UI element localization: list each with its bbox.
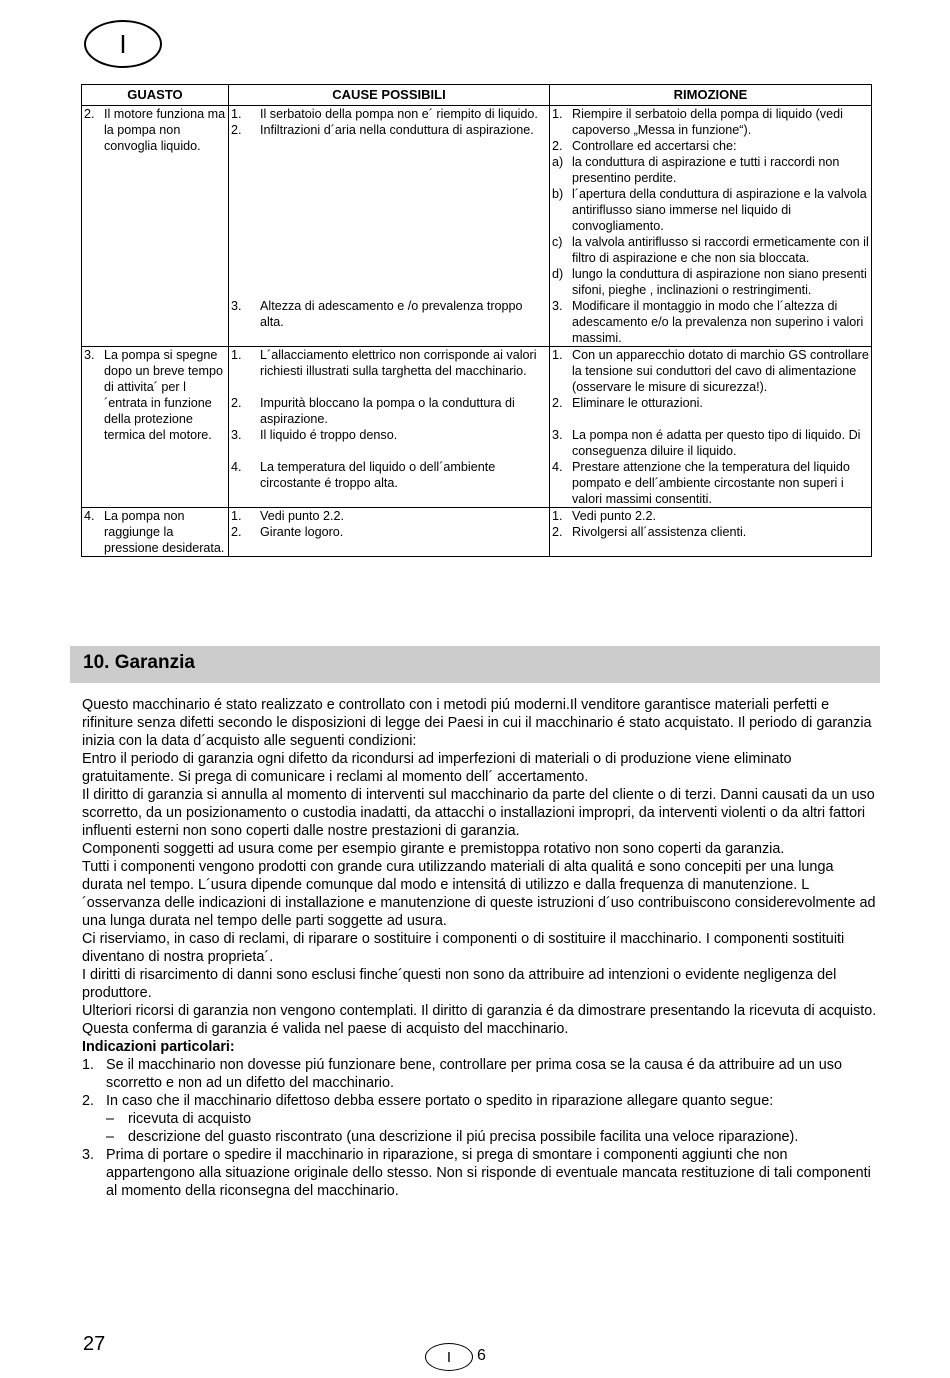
remedy-text: lungo la conduttura di aspirazione non siano presenti sifoni, pieghe , inclinazioni o restringimenti. bbox=[572, 267, 867, 297]
remedy-number: 1. bbox=[552, 348, 563, 362]
list-item bbox=[82, 1056, 877, 1092]
list-number: 3. bbox=[82, 1147, 95, 1163]
section-header bbox=[70, 646, 880, 683]
remedy-number: 3. bbox=[552, 428, 563, 442]
list-text: In caso che il macchinario difettoso debba essere portato o spedito in riparazione allegare quanto segue: bbox=[106, 1093, 774, 1109]
cause-text: La temperatura del liquido o dell´ambiente circostante é troppo alta. bbox=[260, 460, 496, 490]
paragraph: I diritti di risarcimento di danni sono esclusi finche´questi non sono da attribuire ad intenzioni o evidente negligenza del produttore. bbox=[82, 967, 837, 1001]
troubleshooting-table bbox=[81, 84, 872, 557]
header-causes: CAUSE POSSIBILI bbox=[229, 85, 550, 106]
dash-mark: – bbox=[106, 1129, 115, 1145]
list-text: Prima di portare o spedire il macchinario in riparazione, si prega di smontare i componenti aggiunti che non appartengono alla situazione originale dello stesso. Non si risponde di eventuale mancata restituzione di tali componenti al momento della riconsegna del macchinario. bbox=[106, 1147, 871, 1199]
dash-mark: – bbox=[106, 1111, 115, 1127]
list-item bbox=[82, 1146, 877, 1200]
sub-list-text: descrizione del guasto riscontrato (una descrizione il piú precisa possibile facilita una veloce riparazione). bbox=[128, 1129, 799, 1145]
paragraph: Componenti soggetti ad usura come per esempio girante e premistoppa rotativo non sono coperti da garanzia. bbox=[82, 841, 785, 857]
remedy-text: la valvola antiriflusso si raccordi ermeticamente con il filtro di aspirazione e che non sia bloccata. bbox=[572, 235, 869, 265]
footer-page-number: 6 bbox=[477, 1347, 486, 1364]
remedy-text: Eliminare le otturazioni. bbox=[572, 396, 703, 410]
cause-text: L´allacciamento elettrico non corrisponde ai valori richiesti illustrati sulla targhetta del macchinario. bbox=[260, 348, 537, 378]
remedy-text: Vedi punto 2.2. bbox=[572, 509, 657, 523]
cause-number: 1. bbox=[231, 509, 242, 523]
header-fault: GUASTO bbox=[82, 85, 229, 106]
cause-number: 2. bbox=[231, 525, 242, 539]
remedy-text: Modificare il montaggio in modo che l´altezza di adescamento e/o la prevalenza non superino i valori massimi. bbox=[572, 299, 864, 345]
remedy-text: Riempire il serbatoio della pompa di liquido (vedi capoverso „Messa in funzione“). bbox=[572, 107, 843, 137]
remedy-number: 1. bbox=[552, 509, 563, 523]
cause-text: Infiltrazioni d´aria nella conduttura di aspirazione. bbox=[260, 123, 534, 137]
remedy-cell bbox=[550, 508, 872, 557]
remedy-number: 4. bbox=[552, 460, 563, 474]
remedy-number: 1. bbox=[552, 107, 563, 121]
cause-text: Il serbatoio della pompa non e´ riempito di liquido. bbox=[260, 107, 538, 121]
list-text: Se il macchinario non dovesse piú funzionare bene, controllare per prima cosa se la causa é da attribuire ad un uso scorretto e non ad un difetto del macchinario. bbox=[106, 1057, 842, 1091]
sub-list-item bbox=[82, 1110, 877, 1128]
cause-text: Girante logoro. bbox=[260, 525, 344, 539]
special-heading: Indicazioni particolari: bbox=[82, 1039, 235, 1055]
remedy-text: Controllare ed accertarsi che: bbox=[572, 139, 737, 153]
paragraph: Ci riserviamo, in caso di reclami, di riparare o sostituire i componenti o di sostituire il macchinario. I componenti sostituiti diventano di nostra proprieta´. bbox=[82, 931, 845, 965]
sub-list-text: ricevuta di acquisto bbox=[128, 1111, 252, 1127]
paragraph: Ulteriori ricorsi di garanzia non vengono contemplati. Il diritto di garanzia é da dimostrare presentando la ricevuta di acquisto. Questa conferma di garanzia é valida nel paese di acquisto del macchinario. bbox=[82, 1003, 877, 1037]
paragraph: Tutti i componenti vengono prodotti con grande cura utilizzando materiali di alta qualitá e sono concepiti per una lunga durata nel tempo. L´usura dipende comunque dal modo e intensitá di utilizzo e dalla frequenza di manutenzione. L´osservanza delle indicazioni di installazione e manutenzione di queste istruzioni d´uso contribuiscono considerevolmente ad una lunga durata nel tempo delle parti soggette ad usura. bbox=[82, 859, 876, 929]
remedy-cell bbox=[550, 106, 872, 347]
fault-text: Il motore funziona ma la pompa non convoglia liquido. bbox=[104, 107, 226, 153]
remedy-number: 2. bbox=[552, 139, 563, 153]
paragraph: Il diritto di garanzia si annulla al momento di interventi sul macchinario da parte del cliente o di terzi. Danni causati da un uso scorretto, da un posizionamento o custodia inadatti, da attacchi o installazioni impropri, da interventi violenti o da altri fattori influenti esterni non sono coperti dalle nostre prestazioni di garanzia. bbox=[82, 787, 875, 839]
cause-text: Il liquido é troppo denso. bbox=[260, 428, 398, 442]
header-remedy: RIMOZIONE bbox=[550, 85, 872, 106]
page-number: 27 bbox=[83, 1333, 106, 1355]
remedy-number: a) bbox=[552, 155, 564, 169]
fault-cell bbox=[82, 106, 229, 347]
remedy-number: 2. bbox=[552, 525, 563, 539]
fault-text: La pompa si spegne dopo un breve tempo di attivita´ per l´entrata in funzione della protezione termica del motore. bbox=[104, 348, 224, 442]
remedy-text: Prestare attenzione che la temperatura del liquido pompato e dell´ambiente circostante non superi i valori massimi consentiti. bbox=[572, 460, 850, 506]
language-badge: I bbox=[84, 20, 162, 68]
remedy-cell bbox=[550, 347, 872, 508]
fault-cell bbox=[82, 347, 229, 508]
cause-number: 2. bbox=[231, 396, 242, 410]
list-item bbox=[82, 1092, 877, 1110]
cause-number: 1. bbox=[231, 348, 242, 362]
remedy-text: La pompa non é adatta per questo tipo di liquido. Di conseguenza diluire il liquido. bbox=[572, 428, 861, 458]
fault-number: 4. bbox=[84, 509, 95, 523]
table-row bbox=[82, 347, 872, 508]
cause-number: 1. bbox=[231, 107, 242, 121]
remedy-number: b) bbox=[552, 187, 564, 201]
footer-language-badge: I bbox=[425, 1343, 473, 1371]
remedy-text: la conduttura di aspirazione e tutti i raccordi non presentino perdite. bbox=[572, 155, 840, 185]
causes-cell bbox=[229, 508, 550, 557]
remedy-text: Con un apparecchio dotato di marchio GS controllare la tensione sui conduttori del cavo di alimentazione (osservare le misure di sicurezza!). bbox=[572, 348, 869, 394]
paragraph: Questo macchinario é stato realizzato e controllato con i metodi piú moderni.Il venditore garantisce materiali perfetti e rifiniture senza difetti secondo le disposizioni di legge dei Paesi in cui il macchinario é stato acquistato. Il periodo di garanzia inizia con la data d´acquisto alle seguenti condizioni: bbox=[82, 697, 872, 749]
cause-number: 3. bbox=[231, 299, 242, 313]
list-number: 1. bbox=[82, 1057, 95, 1073]
remedy-number: 3. bbox=[552, 299, 563, 313]
section-title: 10. Garanzia bbox=[83, 652, 195, 673]
list-number: 2. bbox=[82, 1093, 95, 1109]
fault-text: La pompa non raggiunge la pressione desiderata. bbox=[104, 509, 225, 555]
remedy-number: c) bbox=[552, 235, 563, 249]
cause-number: 4. bbox=[231, 460, 242, 474]
cause-text: Impurità bloccano la pompa o la conduttura di aspirazione. bbox=[260, 396, 515, 426]
fault-cell bbox=[82, 508, 229, 557]
table-header-row bbox=[82, 85, 872, 106]
sub-list-item bbox=[82, 1128, 877, 1146]
causes-cell bbox=[229, 106, 550, 347]
fault-number: 2. bbox=[84, 107, 95, 121]
remedy-text: l´apertura della conduttura di aspirazione e la valvola antiriflusso siano immerse nel liquido di convogliamento. bbox=[572, 187, 867, 233]
remedy-number: d) bbox=[552, 267, 564, 281]
paragraph: Entro il periodo di garanzia ogni difetto da ricondursi ad imperfezioni di materiali o di produzione viene eliminato gratuitamente. Si prega di comunicare i reclami al momento dell´ accertamento. bbox=[82, 751, 792, 785]
cause-number: 2. bbox=[231, 123, 242, 137]
cause-text: Vedi punto 2.2. bbox=[260, 509, 345, 523]
cause-number: 3. bbox=[231, 428, 242, 442]
table-row bbox=[82, 106, 872, 347]
warranty-text bbox=[82, 696, 877, 1200]
causes-cell bbox=[229, 347, 550, 508]
remedy-text: Rivolgersi all´assistenza clienti. bbox=[572, 525, 747, 539]
table-row bbox=[82, 508, 872, 557]
remedy-number: 2. bbox=[552, 396, 563, 410]
cause-text: Altezza di adescamento e /o prevalenza troppo alta. bbox=[260, 299, 523, 329]
fault-number: 3. bbox=[84, 348, 95, 362]
